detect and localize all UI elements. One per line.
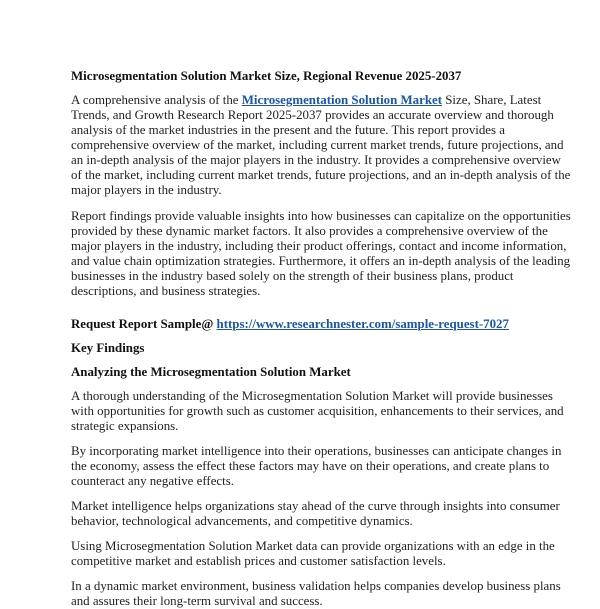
body-paragraph-3 (71, 499, 560, 529)
paragraph-line: A thorough understanding of the Microsegmentation Solution Market will provide businesses (71, 389, 553, 403)
request-sample-label: Request Report Sample@ (71, 317, 217, 331)
body-paragraph-1 (71, 389, 564, 434)
body-paragraph-4 (71, 539, 555, 569)
paragraph-line: counteract any negative effects. (71, 474, 234, 488)
paragraph-line: In a dynamic market environment, business validation helps companies develop business plans (71, 579, 561, 593)
intro-line1-suffix: Size, Share, Latest (442, 93, 542, 107)
document-page (71, 69, 571, 609)
paragraph-line: behavior, technological advancements, and competitive dynamics. (71, 514, 413, 528)
paragraph-line: with opportunities for growth such as customer acquisition, enhancements to their services, and (71, 404, 564, 418)
intro-prefix: A comprehensive analysis of the (71, 93, 242, 107)
intro-line: analysis of the market industries in the present and the future. This report provides a (71, 123, 505, 137)
intro-line: an in-depth analysis of the major players in the industry. It provides a comprehensive overview (71, 153, 561, 167)
findings-line: and value chain optimization strategies. Furthermore, it offers an in-depth analysis of the leading (71, 254, 571, 268)
paragraph-line: strategic expansions. (71, 419, 179, 433)
body-paragraph-2 (71, 444, 562, 489)
paragraph-line: Market intelligence helps organizations stay ahead of the curve through insights into consumer (71, 499, 560, 513)
market-report-link[interactable]: Microsegmentation Solution Market (241, 93, 443, 107)
paragraph-line: competitive market and establish prices and customer satisfaction levels. (71, 554, 446, 568)
findings-line: major players in the industry, including their product offerings, contact and income information, (71, 239, 567, 253)
paragraph-line: the economy, assess the effect these factors may have on their operations, and create plans to (71, 459, 550, 473)
findings-line: Report findings provide valuable insights into how businesses can capitalize on the opportunities (71, 209, 571, 223)
intro-line: comprehensive overview of the market, including current market trends, future projections, and (71, 138, 564, 152)
findings-line: provided by these dynamic market factors. It also provides a comprehensive overview of the (71, 224, 548, 238)
intro-line: of the market, including current market trends, future projections, and an in-depth analysis of the (71, 168, 571, 182)
intro-line: Trends, and Growth Research Report 2025-2037 provides an accurate overview and thorough (71, 108, 554, 122)
sample-request-link[interactable]: https://www.researchnester.com/sample-request-7027 (216, 317, 509, 331)
paragraph-line: By incorporating market intelligence into their operations, businesses can anticipate changes in (71, 444, 562, 458)
intro-line: major players in the industry. (71, 183, 222, 197)
request-sample-line (71, 317, 541, 332)
paragraph-line: Using Microsegmentation Solution Market data can provide organizations with an edge in the (71, 539, 555, 553)
findings-line: descriptions, and business strategies. (71, 284, 261, 298)
findings-line: businesses in the industry based solely on the strength of their business plans, product (71, 269, 514, 283)
analyzing-heading: Analyzing the Microsegmentation Solution Market (71, 365, 351, 379)
intro-paragraph (71, 93, 571, 198)
intro-line-1 (71, 93, 541, 108)
key-findings-heading: Key Findings (71, 341, 145, 355)
document-title: Microsegmentation Solution Market Size, Regional Revenue 2025-2037 (71, 69, 462, 83)
report-findings-paragraph (71, 209, 571, 299)
body-paragraph-5 (71, 579, 561, 609)
paragraph-line: and assures their long-term survival and success. (71, 594, 323, 608)
